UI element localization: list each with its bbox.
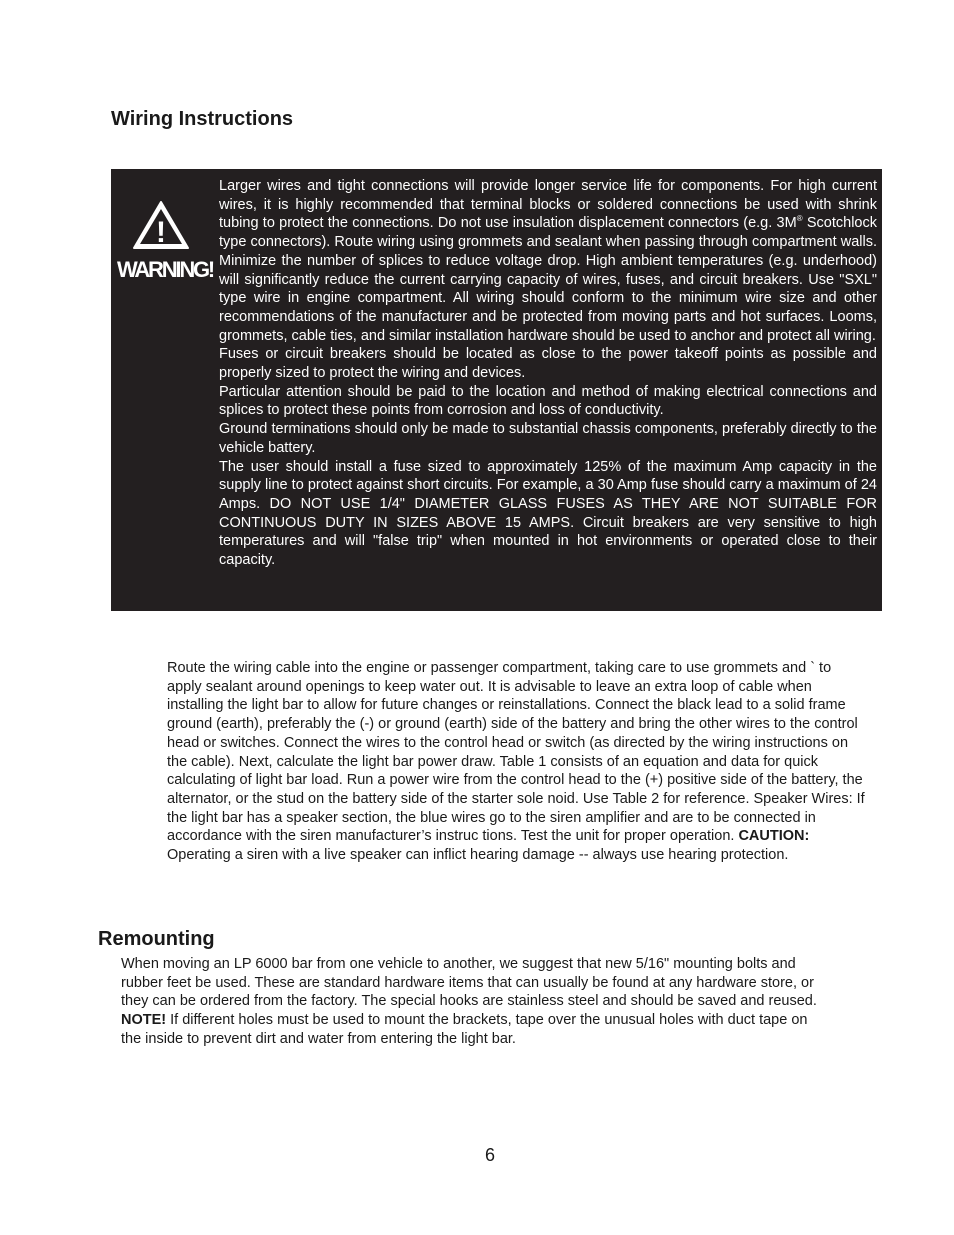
remounting-paragraph: When moving an LP 6000 bar from one vehicle to another, we suggest that new 5/16" mounting bolts and rubber feet be used. These are standard hardware items that can usually be found at any hardware store, or they can be ordered from the factory. The special hooks are stainless steel and should be saved and reused. xyxy=(121,956,817,1010)
section-heading-remounting: Remounting xyxy=(98,928,215,950)
warning-exclamation: ! xyxy=(156,216,166,249)
warning-triangle-icon xyxy=(131,199,191,251)
warning-text xyxy=(219,177,877,570)
page-number: 6 xyxy=(484,1145,495,1165)
warning-paragraph: The user should install a fuse sized to approximately 125% of the maximum Amp capacity in the supply line to protect against short circuits. For example, a 30 Amp fuse should carry a maximum of 24 Amps. DO NOT USE 1/4" DIAMETER GLASS FUSES AS THEY ARE NOT SUITABLE FOR CONTINUOUS DUTY IN SIZES ABOVE 15 AMPS. Circuit breakers are very sensitive to high temperatures and will "false trip" when mounted in hot environments or operated close to their capacity. xyxy=(219,458,877,569)
remounting-text xyxy=(121,955,826,1049)
warning-paragraph: Ground terminations should only be made to substantial chassis components, preferably directly to the vehicle battery. xyxy=(219,421,877,456)
routing-paragraph: Route the wiring cable into the engine or passenger compartment, taking care to use grommets and ` to apply sealant around openings to keep water out. It is advisable to leave an extra loop of cable when installing the light bar to allow for future changes or reinstallations. Connect the black lead to a solid frame ground (earth), preferably the (-) or ground (earth) side of the battery and bring the other wires to the control head or switches. Connect the wires to the control head or switch (as directed by the wiring instructions on the cable). Next, calculate the light bar power draw. Table 1 consists of an equation and data for quick calculating of light bar load. Run a power wire from the control head to the (+) positive side of the battery, the alternator, or the stud on the battery side of the starter sole noid. Use Table 2 for reference. Speaker Wires: If the light bar has a speaker section, the blue wires go to the siren amplifier and are to be connected in accordance with the siren manufacturer’s instruc tions. Test the unit for proper operation. CAUTION: Operating a siren with a live speaker can inflict hearing damage -- always use hearing protection. xyxy=(167,660,865,864)
registered-mark: ® xyxy=(796,214,803,224)
warning-paragraph: Larger wires and tight connections will provide longer service life for components. For high current wires, it is highly recommended that terminal blocks or soldered connections be used with shrink tubing to protect the connections. Do not use insulation displacement connectors (e.g. 3M® Scotchlock type connectors). Route wiring using grommets and sealant when passing through compartment walls. Minimize the number of splices to reduce voltage drop. High ambient temperatures (e.g. underhood) will significantly reduce the current carrying capacity of wires, fuses, and circuit breakers. Use "SXL" type wire in engine compartment. All wiring should conform to the minimum wire size and other recommendations of the manufacturer and be protected from moving parts and hot surfaces. Looms, grommets, cable ties, and similar installation hardware should be used to anchor and protect all wiring. xyxy=(219,178,877,344)
note-label: NOTE! xyxy=(121,1012,167,1029)
remounting-note: NOTE! If different holes must be used to mount the brackets, tape over the unusual holes with duct tape on the inside to prevent dirt and water from entering the light bar. xyxy=(121,1012,808,1047)
section-heading-wiring: Wiring Instructions xyxy=(111,108,294,130)
warning-label: WARNING! xyxy=(117,257,214,282)
caution-label: CAUTION: xyxy=(738,828,810,845)
warning-paragraph: Particular attention should be paid to the location and method of making electrical connections and splices to protect these points from corrosion and loss of conductivity. xyxy=(219,383,877,419)
warning-paragraph: Fuses or circuit breakers should be located as close to the power takeoff points as possible and properly sized to protect the wiring and devices. xyxy=(219,346,877,382)
warning-box xyxy=(111,169,882,611)
